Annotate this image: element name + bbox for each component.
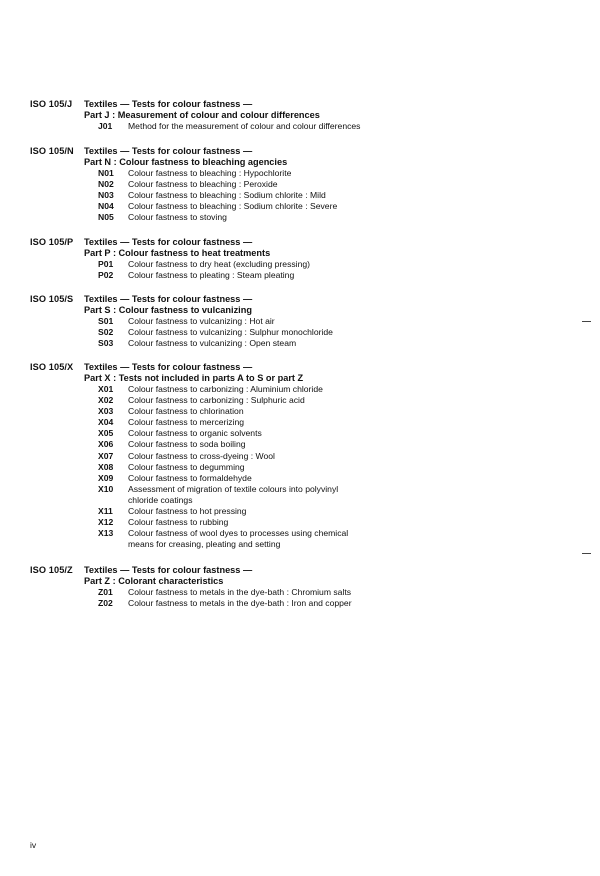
standard-code: ISO 105/Z bbox=[30, 565, 73, 575]
item-description: Colour fastness to bleaching : Sodium chlorite : Severe bbox=[128, 201, 338, 212]
item-description: Colour fastness to carbonizing : Aluminium chloride bbox=[128, 384, 323, 394]
list-item bbox=[84, 384, 404, 395]
standard-code: ISO 105/J bbox=[30, 99, 73, 109]
item-description: Colour fastness to vulcanizing : Hot air bbox=[128, 316, 275, 326]
list-item bbox=[84, 517, 404, 528]
part-title: Part N : Colour fastness to bleaching agencies bbox=[84, 157, 288, 167]
item-code: S03 bbox=[98, 338, 114, 349]
list-item bbox=[84, 212, 404, 223]
item-description: Colour fastness to degumming bbox=[128, 461, 245, 472]
list-item bbox=[84, 528, 404, 550]
item-description: Colour fastness to carbonizing : Sulphuric acid bbox=[128, 395, 305, 406]
item-code: X04 bbox=[98, 417, 114, 428]
item-description: Colour fastness to formaldehyde bbox=[128, 472, 252, 483]
list-item bbox=[84, 121, 404, 132]
item-description: Method for the measurement of colour and colour differences bbox=[128, 121, 361, 131]
item-description: Assessment of migration of textile colours into polyvinyl chloride coatings bbox=[128, 483, 339, 505]
item-code: Z02 bbox=[98, 598, 113, 609]
item-description: Colour fastness to chlorination bbox=[128, 406, 244, 417]
item-list bbox=[84, 587, 404, 609]
item-description: Colour fastness to rubbing bbox=[128, 517, 229, 528]
list-item bbox=[84, 201, 404, 212]
item-code: X01 bbox=[98, 384, 114, 394]
item-code: N02 bbox=[98, 179, 114, 190]
item-description: Colour fastness to stoving bbox=[128, 212, 227, 223]
list-item bbox=[84, 506, 404, 517]
standard-code: ISO 105/S bbox=[30, 294, 74, 304]
list-item bbox=[84, 417, 404, 428]
item-code: J01 bbox=[98, 121, 113, 131]
item-description: Colour fastness to cross-dyeing : Wool bbox=[128, 450, 275, 461]
list-item bbox=[84, 168, 404, 179]
page-number: iv bbox=[30, 840, 37, 850]
item-list bbox=[84, 259, 404, 281]
item-list bbox=[84, 384, 404, 550]
item-description: Colour fastness to dry heat (excluding pressing) bbox=[128, 259, 310, 269]
item-code: N03 bbox=[98, 190, 114, 201]
item-description: Colour fastness to mercerizing bbox=[128, 417, 245, 428]
standard-code: ISO 105/P bbox=[30, 237, 74, 247]
item-description: Colour fastness of wool dyes to processes using chemical means for creasing, pleating and setting bbox=[128, 528, 349, 550]
standard-body bbox=[84, 99, 404, 132]
item-code: X12 bbox=[98, 517, 114, 528]
part-title: Part X : Tests not included in parts A to S or part Z bbox=[84, 373, 304, 383]
standard-body bbox=[84, 146, 404, 223]
part-title: Part S : Colour fastness to vulcanizing bbox=[84, 305, 252, 315]
item-code: N01 bbox=[98, 168, 114, 178]
list-item bbox=[84, 462, 404, 473]
list-item bbox=[84, 395, 404, 406]
series-title: Textiles — Tests for colour fastness — bbox=[84, 362, 253, 372]
item-code: P02 bbox=[98, 270, 114, 281]
item-code: S02 bbox=[98, 327, 114, 338]
standard-body bbox=[84, 362, 404, 550]
item-description: Colour fastness to hot pressing bbox=[128, 506, 247, 517]
item-description: Colour fastness to bleaching : Peroxide bbox=[128, 179, 278, 190]
item-description: Colour fastness to organic solvents bbox=[128, 428, 262, 439]
list-item bbox=[84, 451, 404, 462]
series-title: Textiles — Tests for colour fastness — bbox=[84, 99, 253, 109]
item-code: Z01 bbox=[98, 587, 113, 597]
item-code: N05 bbox=[98, 212, 114, 223]
list-item bbox=[84, 270, 404, 281]
item-code: X06 bbox=[98, 439, 114, 450]
item-code: X07 bbox=[98, 450, 114, 461]
list-item bbox=[84, 190, 404, 201]
item-code: X09 bbox=[98, 472, 114, 483]
list-item bbox=[84, 484, 404, 506]
list-item bbox=[84, 428, 404, 439]
item-code: X13 bbox=[98, 528, 114, 539]
margin-mark bbox=[582, 321, 591, 322]
part-title: Part P : Colour fastness to heat treatments bbox=[84, 248, 271, 258]
item-description: Colour fastness to metals in the dye-bath : Chromium salts bbox=[128, 587, 352, 597]
item-code: X03 bbox=[98, 406, 114, 417]
item-code: X10 bbox=[98, 483, 114, 494]
item-description: Colour fastness to soda boiling bbox=[128, 439, 246, 450]
list-item bbox=[84, 598, 404, 609]
part-title: Part J : Measurement of colour and colour differences bbox=[84, 110, 320, 120]
standard-code: ISO 105/N bbox=[30, 146, 74, 156]
item-code: S01 bbox=[98, 316, 114, 326]
list-item bbox=[84, 439, 404, 450]
list-item bbox=[84, 259, 404, 270]
standard-body bbox=[84, 237, 404, 281]
item-description: Colour fastness to vulcanizing : Open steam bbox=[128, 338, 297, 349]
item-list bbox=[84, 121, 404, 132]
list-item bbox=[84, 338, 404, 349]
item-list bbox=[84, 168, 404, 223]
series-title: Textiles — Tests for colour fastness — bbox=[84, 294, 253, 304]
list-item bbox=[84, 587, 404, 598]
item-code: X11 bbox=[98, 506, 113, 517]
item-description: Colour fastness to metals in the dye-bath : Iron and copper bbox=[128, 598, 352, 609]
standard-body bbox=[84, 565, 404, 609]
standard-body bbox=[84, 294, 404, 349]
standard-code: ISO 105/X bbox=[30, 362, 74, 372]
list-item bbox=[84, 327, 404, 338]
item-code: P01 bbox=[98, 259, 114, 269]
margin-mark bbox=[582, 553, 591, 554]
item-code: N04 bbox=[98, 201, 114, 212]
item-description: Colour fastness to bleaching : Sodium chlorite : Mild bbox=[128, 190, 326, 201]
series-title: Textiles — Tests for colour fastness — bbox=[84, 237, 253, 247]
item-code: X02 bbox=[98, 395, 114, 406]
item-code: X05 bbox=[98, 428, 114, 439]
item-code: X08 bbox=[98, 461, 114, 472]
item-description: Colour fastness to pleating : Steam pleating bbox=[128, 270, 295, 281]
item-description: Colour fastness to bleaching : Hypochlorite bbox=[128, 168, 292, 178]
list-item bbox=[84, 406, 404, 417]
series-title: Textiles — Tests for colour fastness — bbox=[84, 146, 253, 156]
list-item bbox=[84, 473, 404, 484]
list-item bbox=[84, 316, 404, 327]
list-item bbox=[84, 179, 404, 190]
part-title: Part Z : Colorant characteristics bbox=[84, 576, 224, 586]
item-description: Colour fastness to vulcanizing : Sulphur monochloride bbox=[128, 327, 333, 338]
series-title: Textiles — Tests for colour fastness — bbox=[84, 565, 253, 575]
item-list bbox=[84, 316, 404, 349]
